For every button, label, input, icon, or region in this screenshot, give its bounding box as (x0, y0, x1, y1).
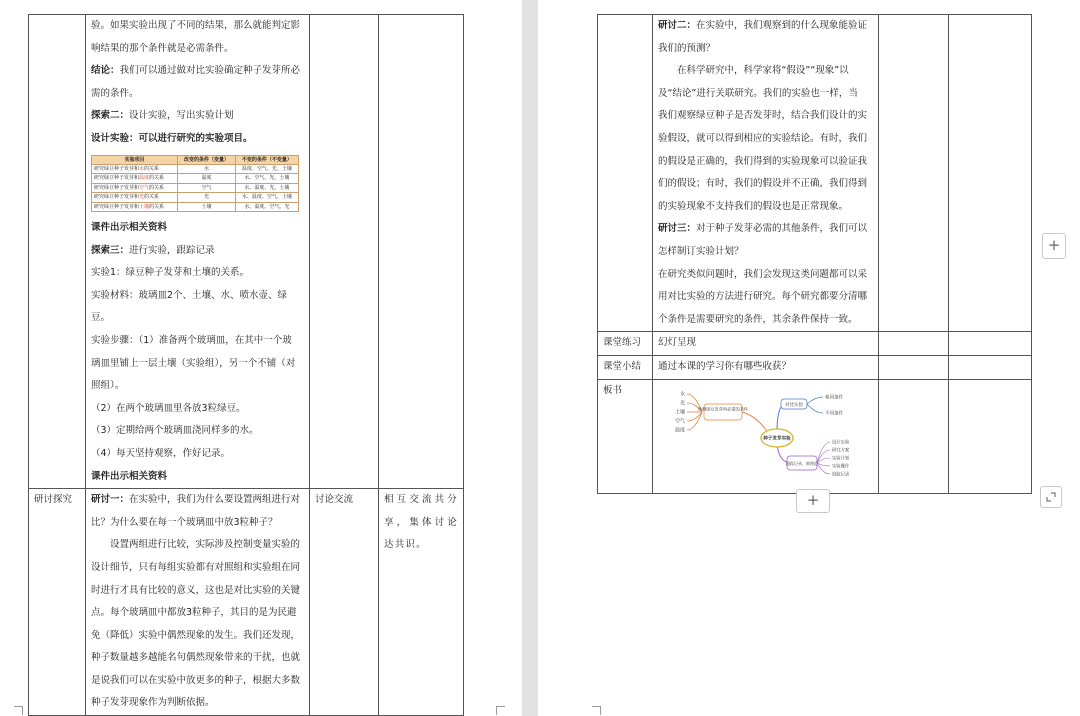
text-line (91, 15, 304, 38)
branch-line (817, 463, 830, 474)
text-line (91, 398, 304, 421)
text-line (91, 128, 304, 151)
empty-cell (879, 379, 949, 493)
line-text: 设置两组进行比较，实际涉及控制变量实验的 (110, 539, 301, 551)
line-text: 璃皿里铺上一层土壤（实验组），另一个不铺（对 (91, 357, 296, 369)
branch-line (807, 404, 823, 413)
line-text: 点。每个玻璃皿中都放3粒种子，其目的是为民避 (91, 607, 297, 619)
teaching-content-cell[interactable]: 通过本课的学习你有哪些收获？ (653, 355, 879, 379)
highlighted-variable: 空气 (139, 184, 150, 191)
row-label-cell: 研讨探究 (29, 489, 86, 716)
teaching-content-cell[interactable] (86, 489, 310, 716)
student-activity-cell: 讨论交流 (310, 489, 379, 716)
item-text: 的关系 (144, 165, 160, 172)
tracking-item: 设计实验 (832, 440, 850, 445)
line-text: 照组）。 (91, 380, 125, 392)
teaching-content-cell[interactable] (86, 15, 310, 489)
text-line (658, 286, 873, 309)
bold-lead: 探索三： (91, 244, 130, 256)
mini-table-row (92, 183, 299, 192)
table-row (598, 355, 1032, 379)
branch-line (807, 397, 823, 404)
line-text: （3）定期给两个玻璃皿浇同样多的水。 (91, 425, 259, 437)
item-text: 研究绿豆种子发芽和 (94, 194, 140, 201)
text-line (91, 647, 304, 670)
highlighted-variable: 土壤 (139, 203, 150, 210)
branch-line (817, 442, 830, 463)
experiment-item (92, 183, 178, 192)
text-line (91, 285, 304, 330)
text-line (91, 38, 304, 61)
page-corner-mark (496, 706, 505, 715)
mini-table-row (92, 164, 299, 173)
unchanged-conditions: 水、温度、空气、土壤 (235, 193, 298, 202)
document-page-left (0, 0, 522, 716)
bold-lead: 课件出示相关资料 (91, 222, 168, 233)
item-text: 的关系 (149, 203, 165, 210)
text-line (91, 217, 304, 240)
line-text: 们的假设；有时，我们的假设并不正确，我们得到 (658, 178, 868, 190)
changed-condition: 土壤 (178, 202, 235, 211)
bold-lead: 课件出示相关资料 (91, 470, 168, 482)
experiment-item (92, 164, 178, 173)
tracking-item: 研究方案 (832, 448, 850, 453)
text-line (91, 580, 304, 603)
text-line (91, 466, 304, 489)
line-text: 怎样制订实验计划？ (658, 245, 744, 257)
text-line (91, 670, 304, 693)
highlighted-variable: 温度 (139, 175, 150, 182)
line-text: 在实验中，我们观察到的什么现象能验证 (696, 20, 868, 31)
line-text: 是说我们可以在实验中放更多的种子，根据大多数 (91, 674, 301, 686)
text-line (658, 151, 873, 174)
condition-label: 水 (679, 391, 685, 397)
mini-table-row (92, 174, 299, 183)
item-text: 的关系 (149, 184, 165, 191)
design-intent-cell: 相互交流共分享，集体讨论达共识。 (379, 489, 464, 716)
item-text: 的关系 (149, 175, 165, 182)
item-text: 研究绿豆种子发芽和 (94, 203, 140, 210)
text-line (658, 105, 873, 128)
condition-label: 空气 (674, 418, 685, 424)
line-text: 设计细节，只有每组实验都有对照组和实验组在同 (91, 561, 301, 573)
branch-line (742, 412, 769, 434)
line-text: 设计实验，写出实验计划 (129, 110, 234, 122)
student-activity-cell (310, 15, 379, 489)
prediction-label: 预测绿豆发芽所必需的条件 (697, 406, 749, 411)
item-text: 研究绿豆种子发芽和 (94, 175, 140, 182)
design-intent-cell (379, 15, 464, 489)
comparison-item: 相同条件 (825, 395, 843, 400)
text-line (658, 218, 873, 241)
changed-condition: 水 (178, 164, 235, 173)
blackboard-cell[interactable] (653, 379, 879, 493)
blackboard-mindmap (657, 386, 872, 486)
line-text: 响结果的那个条件就是必需条件。 (91, 42, 234, 54)
line-text: 用对比实验的方法进行研究。每个研究都要分清哪 (658, 291, 868, 303)
text-line (91, 443, 304, 466)
mini-table-header: 改变的条件（变量） (178, 155, 235, 164)
highlighted-variable: 光 (139, 194, 145, 201)
expand-glyph (1045, 491, 1057, 503)
row-label-cell: 课堂练习 (598, 332, 653, 356)
add-row-below-plus-button[interactable]: + (796, 489, 830, 513)
branch-line (817, 463, 830, 466)
line-text: 在实验中，我们为什么要设置两组进行对 (129, 494, 301, 506)
line-text: 种子数量越多越能名句偶然现象带来的干扰，也就 (91, 652, 301, 664)
line-text: 需的条件。 (91, 87, 139, 99)
line-text: 我们可以通过做对比实验确定种子发芽所必 (119, 65, 301, 77)
lesson-plan-table-right (597, 14, 1032, 494)
highlighted-variable: 水 (139, 165, 145, 172)
text-line (658, 83, 873, 106)
table-row (598, 332, 1032, 356)
line-text: 验。如果实验出现了不同的结果，那么就能判定影 (91, 20, 301, 31)
line-text: 实验材料：玻璃皿2个、土壤、水、喷水壶、绿豆。 (91, 289, 288, 324)
condition-label: 光 (679, 400, 685, 406)
text-line (91, 262, 304, 285)
line-text: 我们观察绿豆种子是否发芽时，结合我们设计的实 (658, 110, 868, 122)
tracking-item: 实验计划 (832, 456, 850, 461)
add-row-plus-button[interactable]: + (1042, 233, 1066, 259)
bold-lead: 研讨二： (658, 20, 697, 31)
table-row (598, 15, 1032, 332)
line-text: 实验1：绿豆种子发芽和土壤的关系。 (91, 267, 250, 279)
text-line (91, 375, 304, 398)
changed-condition: 温度 (178, 174, 235, 183)
table-row (29, 15, 464, 489)
text-line (658, 15, 873, 38)
center-label: 种子发芽实验 (763, 436, 791, 441)
experiment-item (92, 193, 178, 202)
page-gap (522, 0, 538, 716)
row-label-cell (598, 15, 653, 332)
item-text: 研究绿豆种子发芽和 (94, 165, 140, 172)
line-text: 个条件是需要研究的条件，其余条件保持一致。 (658, 313, 858, 325)
empty-cell (879, 332, 949, 356)
table-row (29, 489, 464, 716)
teaching-content-cell[interactable]: 幻灯呈现 (653, 332, 879, 356)
bold-lead: 设计实验：可以进行研究的实验项目。 (91, 132, 253, 144)
unchanged-conditions: 水、空气、光、土壤 (235, 174, 298, 183)
bold-lead: 结论： (91, 65, 120, 77)
item-text: 研究绿豆种子发芽和 (94, 184, 140, 191)
line-text: 在科学研究中，科学家将“假设”“现象”以 (677, 65, 849, 77)
lesson-plan-table-left (28, 14, 464, 716)
line-text: （2）在两个玻璃皿里各放3粒绿豆。 (91, 402, 246, 414)
changed-condition: 光 (178, 193, 235, 202)
unchanged-conditions: 水、温度、光、土壤 (235, 183, 298, 192)
line-text: （4）每天坚持观察，作好记录。 (91, 447, 231, 459)
line-text: 时进行才具有比较的意义，这也是对比实验的关键 (91, 584, 301, 596)
bold-lead: 研讨三： (658, 223, 697, 235)
teaching-content-cell[interactable] (653, 15, 879, 332)
line-text: 的假设是正确的，我们得到的实验现象可以验证我 (658, 155, 868, 167)
page-corner-mark (14, 706, 23, 715)
line-text: 及“结论”进行关联研究。我们的实验也一样，当 (658, 87, 858, 99)
text-line (91, 105, 304, 128)
unchanged-conditions: 温度、空气、光、土壤 (235, 164, 298, 173)
text-line (91, 330, 304, 353)
line-text: 我们的预测？ (658, 42, 716, 54)
text-line (91, 83, 304, 106)
text-line (91, 353, 304, 376)
line-text: 比？为什么要在每一个玻璃皿中放3粒种子？ (91, 516, 278, 528)
line-text: 进行实验，跟踪记录 (129, 244, 215, 256)
student-activity-cell (879, 15, 949, 332)
text-line (91, 240, 304, 263)
text-line (658, 38, 873, 61)
text-line (91, 60, 304, 83)
text-line (91, 420, 304, 443)
tracking-item: 追踪记录 (832, 472, 850, 477)
empty-cell (879, 355, 949, 379)
empty-cell (949, 355, 1032, 379)
design-intent-cell (949, 15, 1032, 332)
item-text: 的关系 (144, 194, 160, 201)
experiment-item (92, 174, 178, 183)
condition-label: 土壤 (674, 409, 685, 415)
expand-icon[interactable] (1040, 486, 1062, 508)
unchanged-conditions: 水、温度、空气、光 (235, 202, 298, 211)
text-line (91, 534, 304, 557)
text-line (91, 692, 304, 715)
condition-label: 温度 (674, 427, 685, 433)
text-line (658, 60, 873, 83)
line-text: 验假设，就可以得到相应的实验结论。有时，我们 (658, 132, 868, 144)
mini-table-header: 不变的条件（不变量） (235, 155, 298, 164)
comparison-label: 对比实验 (785, 402, 803, 408)
row-label-cell (29, 15, 86, 489)
text-line (658, 196, 873, 219)
line-text: 种子发芽现象作为判断依据。 (91, 697, 215, 709)
text-line (658, 173, 873, 196)
changed-condition: 空气 (178, 183, 235, 192)
line-text: 的实验现象不支持我们的假设也是正常现象。 (658, 200, 849, 212)
table-row (598, 379, 1032, 493)
line-text: 对于种子发芽必需的其他条件，我们可以 (696, 223, 868, 235)
text-line (91, 625, 304, 648)
line-text: 实验步骤：（1）准备两个玻璃皿，在其中一个玻 (91, 334, 292, 346)
bold-lead: 研讨一： (91, 494, 130, 506)
mini-table-row (92, 193, 299, 202)
text-line (91, 557, 304, 580)
row-label-cell: 板书 (598, 379, 653, 493)
empty-cell (949, 379, 1032, 493)
text-line (658, 241, 873, 264)
text-line (91, 512, 304, 535)
bold-lead: 探索二： (91, 110, 130, 122)
row-label-cell: 课堂小结 (598, 355, 653, 379)
tracking-label: 跟踪记录，推理论 (786, 460, 818, 466)
mini-table-header: 实验项目 (92, 155, 178, 164)
text-line (91, 602, 304, 625)
text-line (658, 128, 873, 151)
text-line (658, 264, 873, 287)
text-line (91, 489, 304, 512)
line-text: 在研究类似问题时，我们会发现这类问题都可以采 (658, 268, 868, 280)
tracking-item: 实验操作 (832, 464, 850, 469)
page-corner-mark (592, 706, 601, 715)
experiment-variables-table (91, 155, 299, 212)
mini-table-row (92, 202, 299, 211)
line-text: 免（降低）实验中偶然现象的发生。我们还发现， (91, 629, 301, 641)
empty-cell (949, 332, 1032, 356)
comparison-item: 不同条件 (825, 411, 843, 416)
experiment-item (92, 202, 178, 211)
text-line (658, 309, 873, 332)
